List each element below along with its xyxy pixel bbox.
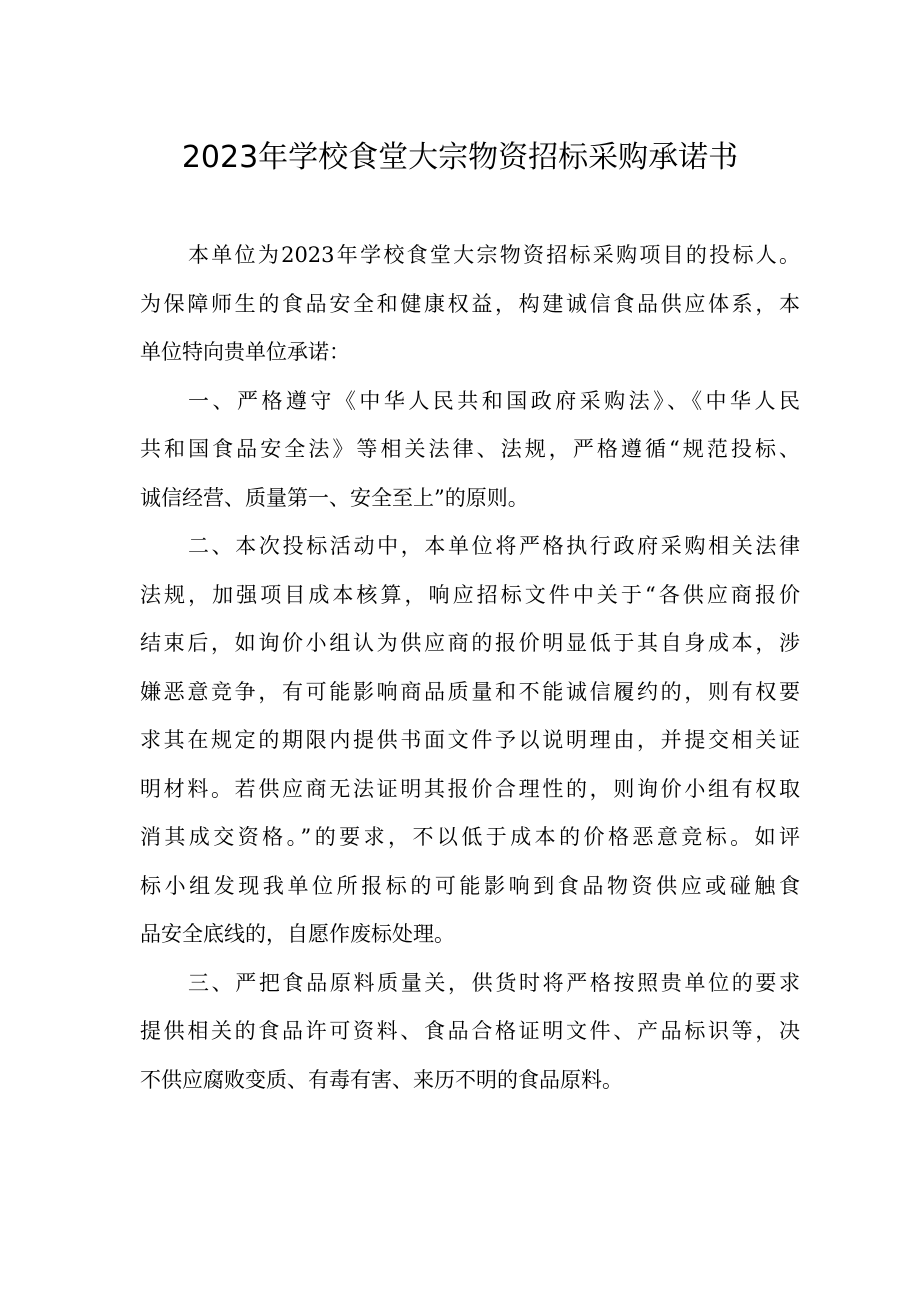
paragraph-line: 法规，加强项目成本核算，响应招标文件中关于“各供应商报价 bbox=[140, 582, 800, 607]
paragraph-line: 消其成交资格。”的要求，不以低于成本的价格恶意竞标。如评 bbox=[140, 825, 800, 849]
paragraph-line: 单位特向贵单位承诺： bbox=[140, 340, 350, 364]
paragraph-line: 二、本次投标活动中，本单位将严格执行政府采购相关法律 bbox=[188, 534, 800, 558]
paragraph-line: 不供应腐败变质、有毒有害、来历不明的食品原料。 bbox=[140, 1067, 623, 1092]
paragraph-line: 三、严把食品原料质量关，供货时将严格按照贵单位的要求 bbox=[188, 970, 800, 995]
document-title: 2023年学校食堂大宗物资招标采购承诺书 bbox=[181, 140, 739, 175]
paragraph-line: 标小组发现我单位所报标的可能影响到食品物资供应或碰触食 bbox=[140, 873, 800, 898]
paragraph-intro bbox=[140, 231, 800, 377]
paragraph-line: 求其在规定的期限内提供书面文件予以说明理由，并提交相关证 bbox=[140, 728, 800, 752]
paragraph-line: 提供相关的食品许可资料、食品合格证明文件、产品标识等，决 bbox=[140, 1019, 800, 1043]
document-body bbox=[140, 231, 800, 1104]
paragraph-line: 诚信经营、质量第一、安全至上”的原则。 bbox=[140, 485, 529, 510]
paragraph-line: 结束后，如询价小组认为供应商的报价明显低于其自身成本，涉 bbox=[140, 631, 800, 655]
paragraph-line: 一、严格遵守《中华人民共和国政府采购法》、《中华人民 bbox=[188, 388, 800, 413]
paragraph-line: 品安全底线的，自愿作废标处理。 bbox=[140, 922, 455, 946]
paragraph-item-2 bbox=[140, 522, 800, 959]
paragraph-item-1 bbox=[140, 377, 800, 523]
paragraph-line: 明材料。若供应商无法证明其报价合理性的，则询价小组有权取 bbox=[140, 776, 800, 801]
paragraph-line: 嫌恶意竞争，有可能影响商品质量和不能诚信履约的，则有权要 bbox=[140, 679, 800, 704]
paragraph-line: 本单位为2023年学校食堂大宗物资招标采购项目的投标人。 bbox=[188, 243, 800, 267]
paragraph-line: 为保障师生的食品安全和健康权益，构建诚信食品供应体系，本 bbox=[140, 291, 800, 316]
paragraph-line: 共和国食品安全法》等相关法律、法规，严格遵循“规范投标、 bbox=[140, 437, 800, 461]
paragraph-item-3 bbox=[140, 959, 800, 1105]
